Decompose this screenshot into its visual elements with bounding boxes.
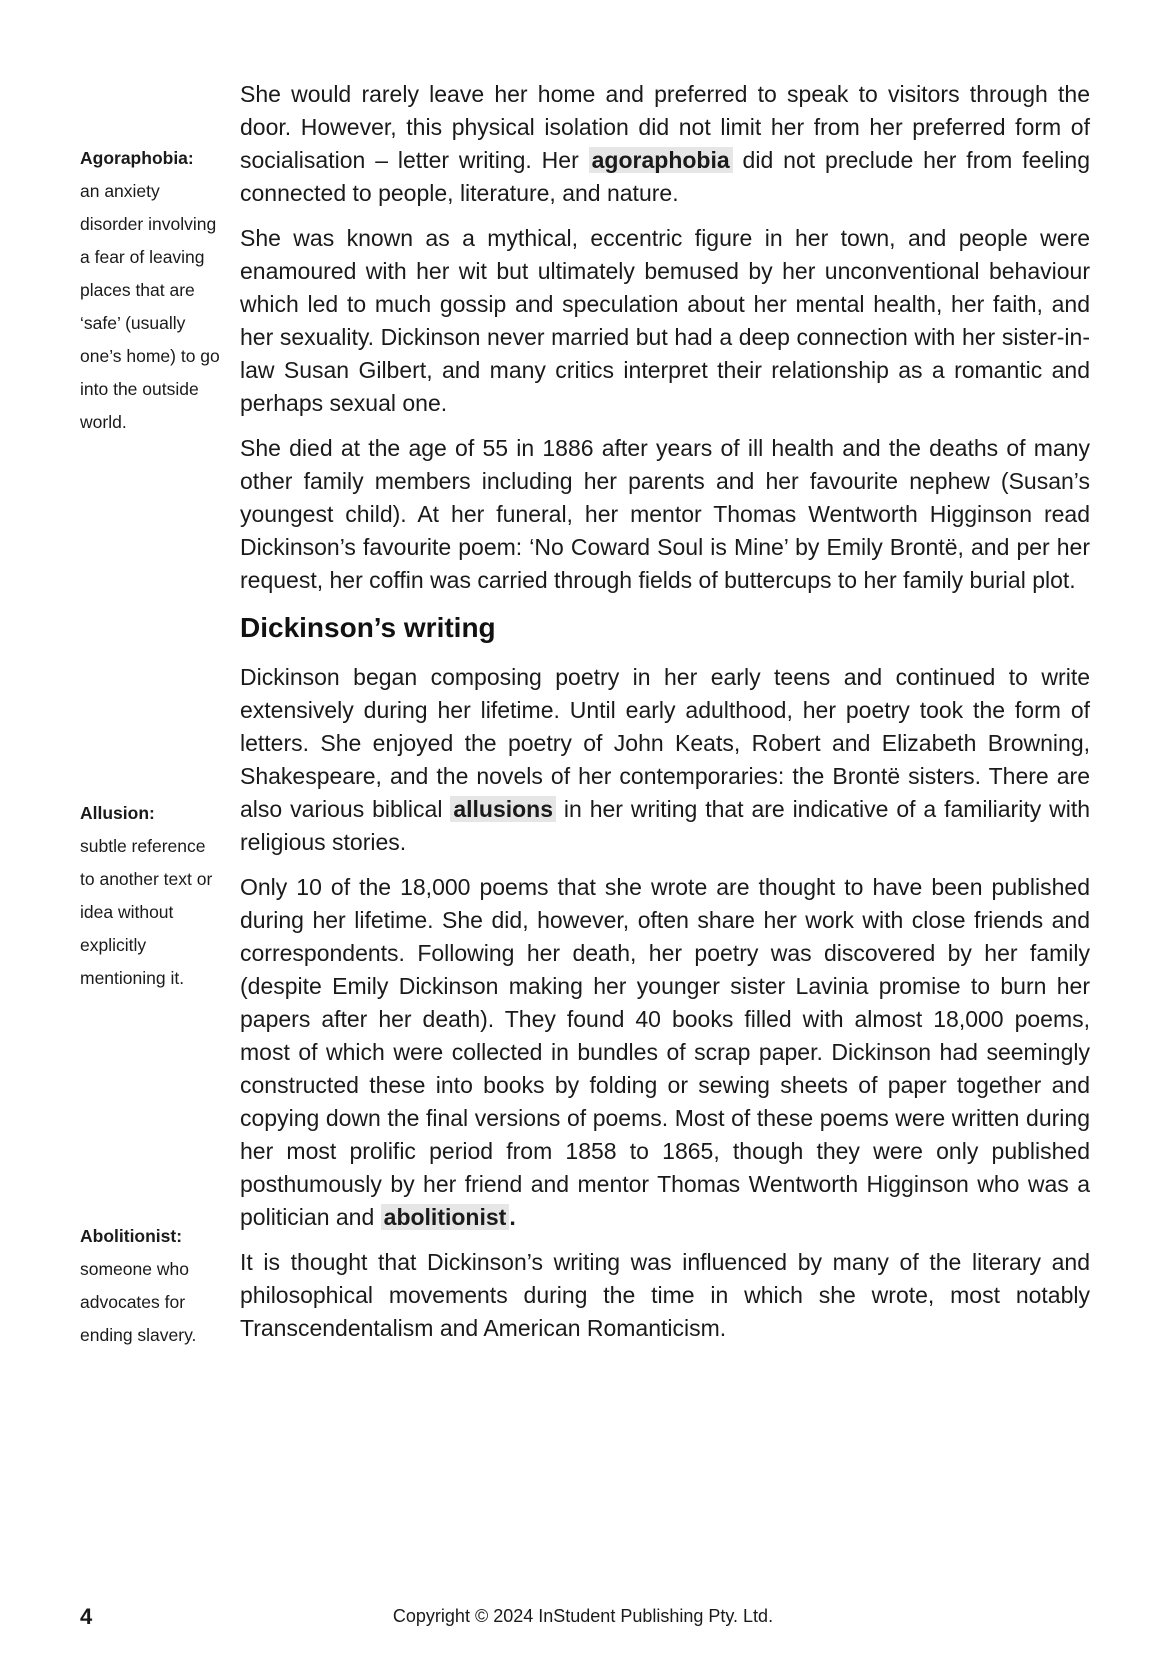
paragraph-influences: It is thought that Dickinson’s writing was influenced by many of the literary and philosophical movements during the time in which she wrote, most notably Transcendentalism and American Romanticism. [240, 1249, 1090, 1341]
paragraph-text: She would rarely leave her home and preferred to speak to visitors through the door. However, this physical isolation did not limit her from her preferred form of socialisation – letter writing. Her [240, 81, 1090, 173]
copyright-notice: Copyright © 2024 InStudent Publishing Pty. Ltd. [392, 1606, 774, 1626]
paragraph-early-writing [240, 661, 1090, 859]
margin-note-term: Abolitionist: [80, 1226, 183, 1246]
paragraph-text: did not preclude her from feeling connected to people, literature, and nature. [240, 147, 1090, 206]
highlighted-term-agoraphobia: agoraphobia [589, 147, 733, 173]
margin-note-definition: someone who advocates for ending slavery. [80, 1259, 197, 1345]
margin-note-definition: an anxiety disorder involving a fear of leaving places that are ‘safe’ (usually one’s home) to go into the outside world. [80, 181, 220, 432]
margin-note-definition: subtle reference to another text or idea without explicitly mentioning it. [80, 836, 213, 988]
highlighted-term-abolitionist: abolitionist [381, 1204, 510, 1230]
paragraph-text: in her writing that are indicative of a familiarity with religious stories. [240, 796, 1091, 855]
paragraph-reputation: She was known as a mythical, eccentric figure in her town, and people were enamoured with her wit but ultimately bemused by her unconventional behaviour which led to much gossip and speculation about her mental health, her faith, and her sexuality. Dickinson never married but had a deep connection with her sister-in-law Susan Gilbert, and many critics interpret their relationship as a romantic and perhaps sexual one. [240, 225, 1090, 416]
paragraph-text: . [509, 1204, 516, 1230]
margin-note-term: Allusion: [80, 803, 155, 823]
section-heading: Dickinson’s writing [240, 612, 496, 643]
highlighted-term-allusions: allusions [450, 796, 556, 822]
margin-note-agoraphobia [80, 142, 220, 439]
paragraph-publication [240, 871, 1090, 1234]
page-footer [0, 1604, 1166, 1634]
margin-note-term: Agoraphobia: [80, 148, 194, 168]
paragraph-death: She died at the age of 55 in 1886 after years of ill health and the deaths of many other family members including her parents and her favourite nephew (Susan’s youngest child). At her funeral, her mentor Thomas Wentworth Higginson read Dickinson’s favourite poem: ‘No Coward Soul is Mine’ by Emily Brontë, and per her request, her coffin was carried through fields of buttercups to her family burial plot. [240, 435, 1090, 593]
paragraph-isolation [240, 78, 1090, 210]
paragraph-text: Dickinson began composing poetry in her early teens and continued to write extensively during her lifetime. Until early adulthood, her poetry took the form of letters. She enjoyed the poetry of John Keats, Robert and Elizabeth Browning, Shakespeare, and the novels of her contemporaries: the Brontë sisters. There are also various biblical [240, 664, 1090, 822]
main-content [240, 78, 1090, 1357]
paragraph-text: Only 10 of the 18,000 poems that she wrote are thought to have been published during her lifetime. She did, however, often share her work with close friends and correspondents. Following her death, her poetry was discovered by her family (despite Emily Dickinson making her younger sister Lavinia promise to burn her papers after her death). They found 40 books filled with almost 18,000 poems, most of which were collected in bundles of scrap paper. Dickinson had seemingly constructed these into books by folding or sewing sheets of paper together and copying down the final versions of poems. Most of these poems were written during her most prolific period from 1858 to 1865, though they were only published posthumously by her friend and mentor Thomas Wentworth Higginson who was a politician and [240, 874, 1090, 1230]
margin-note-abolitionist [80, 1220, 220, 1352]
margin-note-allusion [80, 797, 220, 995]
page-number: 4 [80, 1604, 93, 1629]
